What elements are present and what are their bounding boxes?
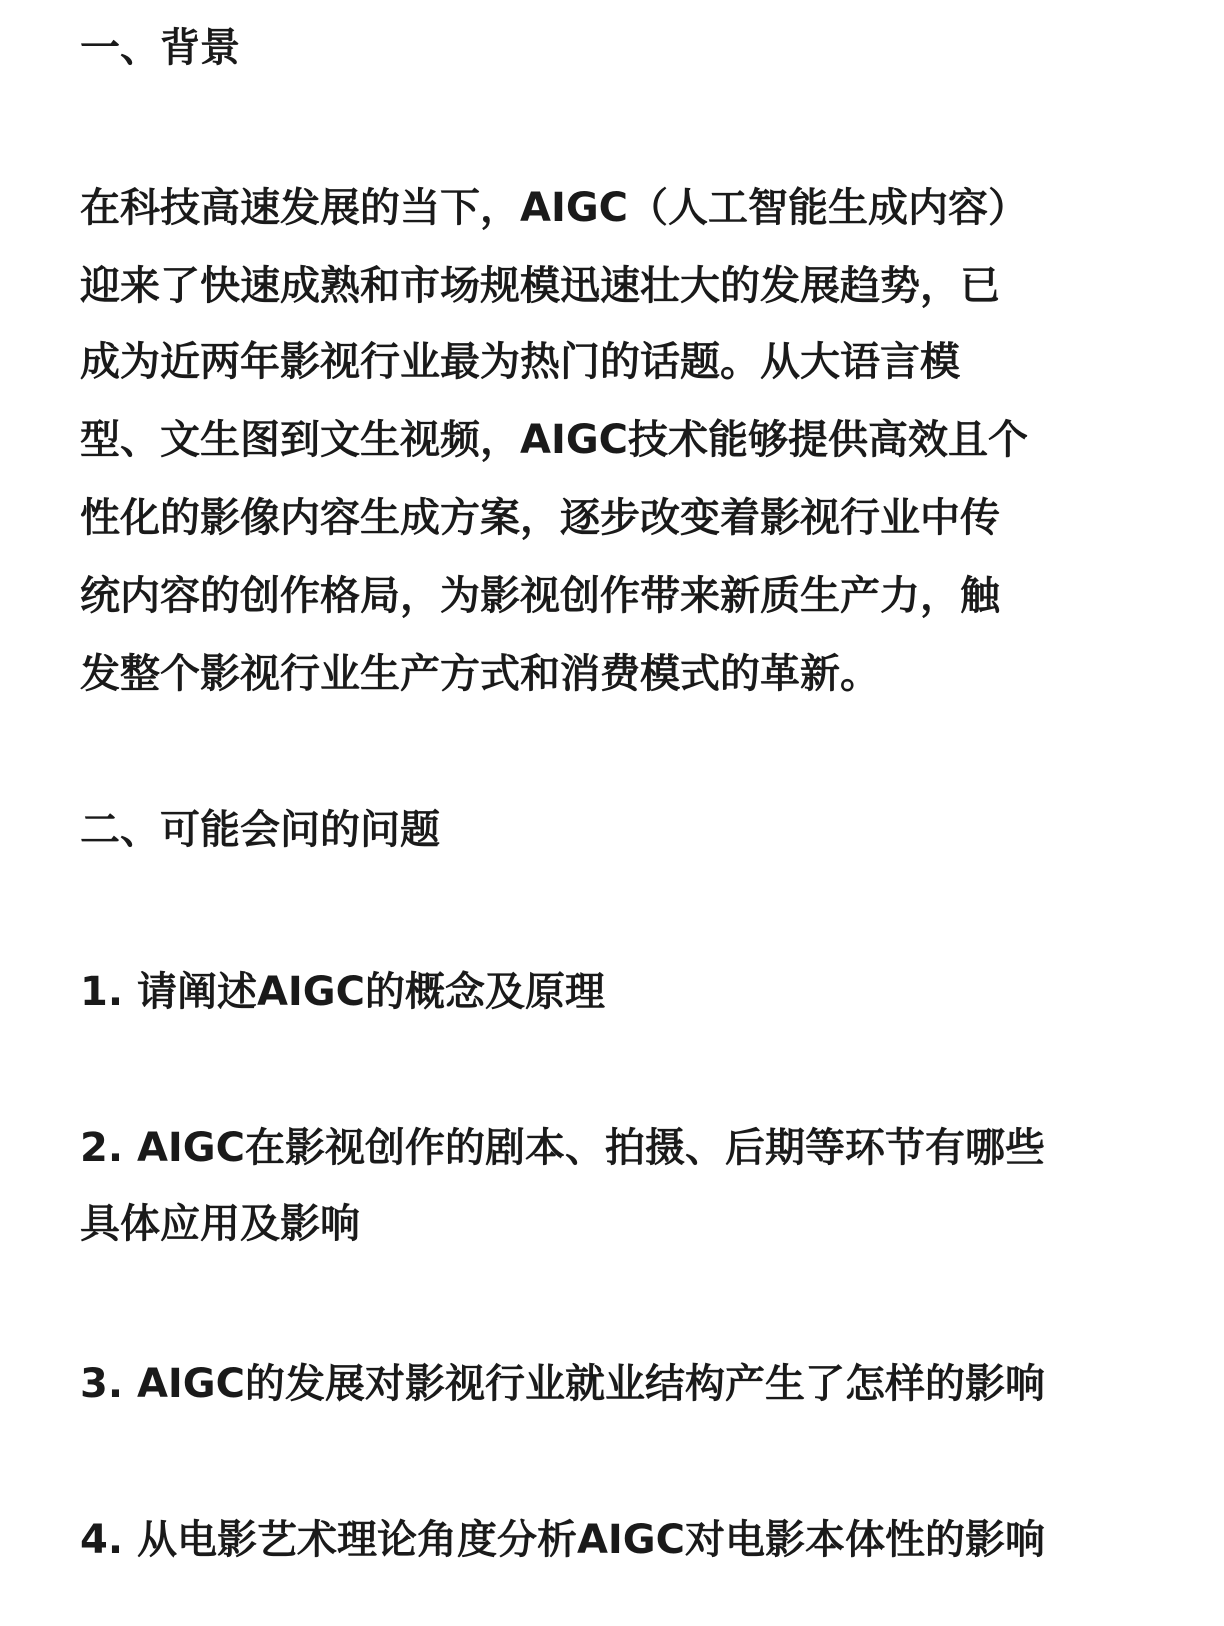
- paragraph-line: 在科技高速发展的当下，AIGC（人工智能生成内容）: [80, 185, 1029, 231]
- paragraph-line: 统内容的创作格局，为影视创作带来新质生产力，触: [80, 573, 1000, 619]
- paragraph-line: 迎来了快速成熟和市场规模迅速壮大的发展趋势，已: [80, 263, 1000, 309]
- paragraph-line: 性化的影像内容生成方案，逐步改变着影视行业中传: [80, 495, 1000, 541]
- question-line: 具体应用及影响: [80, 1201, 360, 1247]
- section-heading-background: 一、背景: [80, 25, 240, 71]
- question-line: 2. AIGC在影视创作的剧本、拍摄、后期等环节有哪些: [80, 1125, 1045, 1171]
- paragraph-line: 发整个影视行业生产方式和消费模式的革新。: [80, 651, 880, 697]
- question-line: 4. 从电影艺术理论角度分析AIGC对电影本体性的影响: [80, 1517, 1045, 1563]
- paragraph-line: 型、文生图到文生视频，AIGC技术能够提供高效且个: [80, 417, 1029, 463]
- question-line: 3. AIGC的发展对影视行业就业结构产生了怎样的影响: [80, 1361, 1045, 1407]
- paragraph-line: 成为近两年影视行业最为热门的话题。从大语言模: [80, 339, 960, 385]
- question-line: 1. 请阐述AIGC的概念及原理: [80, 969, 605, 1015]
- section-heading-questions: 二、可能会问的问题: [80, 807, 440, 853]
